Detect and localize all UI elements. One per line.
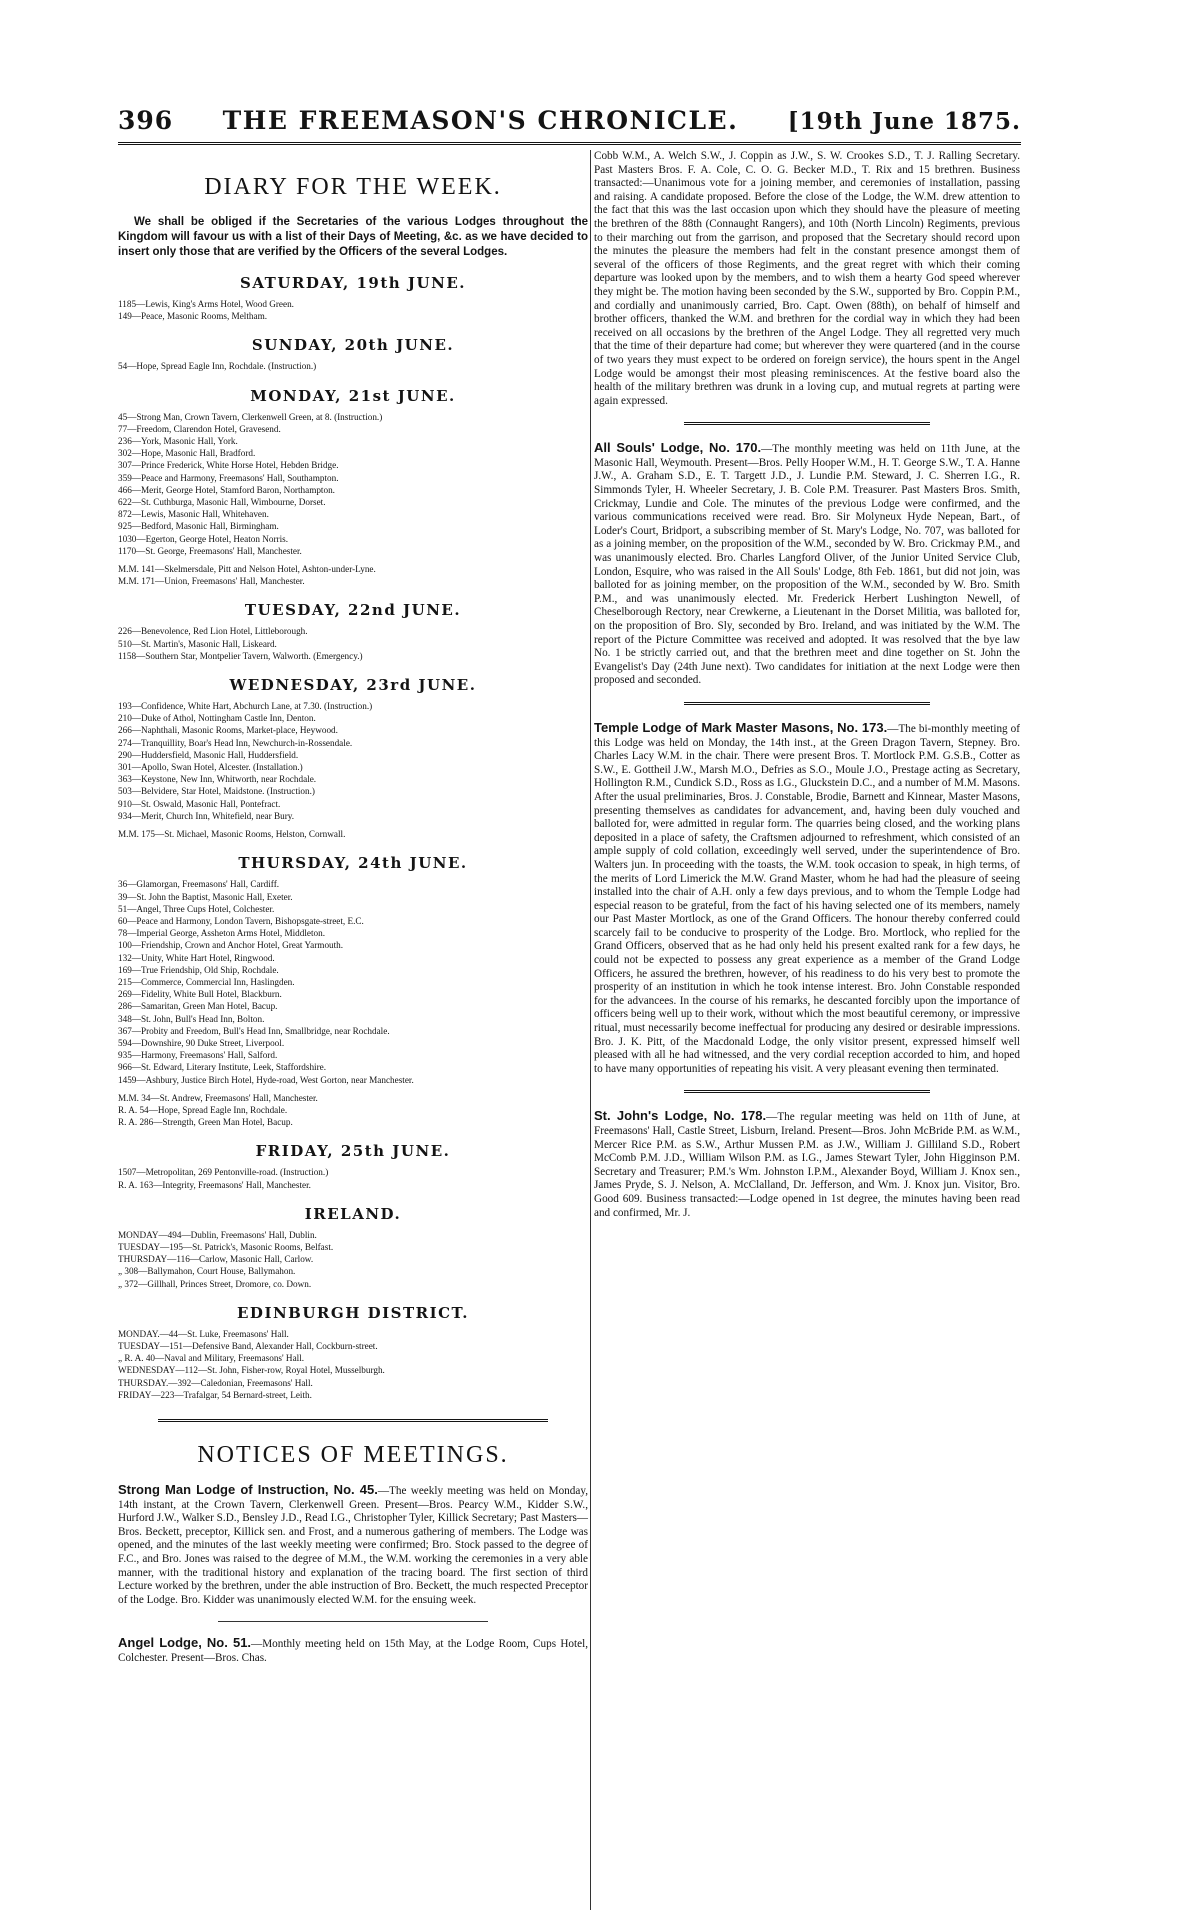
lodge-entry: 236—York, Masonic Hall, York. [118,436,238,447]
lodge-entry: 274—Tranquillity, Boar's Head Inn, Newchurch-in-Rossendale. [118,737,353,748]
day-heading: MONDAY, 21st JUNE. [250,386,456,405]
lodge-entry: 51—Angel, Three Cups Hotel, Colchester. [118,903,275,914]
lodge-entry: 966—St. Edward, Literary Institute, Leek, Staffordshire. [118,1062,327,1073]
lodge-entry: 622—St. Cuthburga, Masonic Hall, Wimbourne, Dorset. [118,497,326,508]
lodge-entry: 466—Merit, George Hotel, Stamford Baron, Northampton. [118,484,335,495]
left-column [118,150,588,1666]
lodge-entry: 226—Benevolence, Red Lion Hotel, Littleborough. [118,626,308,637]
publication-title: THE FREEMASON'S CHRONICLE. [222,106,739,135]
article-separator [684,422,930,427]
article-strong-man-lodge [118,1483,588,1607]
lodge-entry: M.M. 175—St. Michael, Masonic Rooms, Helston, Cornwall. [118,829,346,840]
lodge-entry: 359—Peace and Harmony, Freemasons' Hall, Southampton. [118,472,339,483]
lodge-entry: 77—Freedom, Clarendon Hotel, Gravesend. [118,423,281,434]
article-angel-lodge [118,1636,588,1665]
lodge-entry: MONDAY.—44—St. Luke, Freemasons' Hall. [118,1328,289,1339]
issue-date: [19th June 1875. [787,108,1021,135]
day-heading: THURSDAY, 24th JUNE. [238,854,468,873]
lodge-entry: 269—Fidelity, White Bull Hotel, Blackburn. [118,989,282,1000]
page-number: 396 [118,106,174,135]
lodge-entry: 169—True Friendship, Old Ship, Rochdale. [118,964,279,975]
lodge-entry: WEDNESDAY—112—St. John, Fisher-row, Royal Hotel, Musselburgh. [118,1365,385,1376]
day-heading: EDINBURGH DISTRICT. [237,1303,469,1322]
lodge-entry: 60—Peace and Harmony, London Tavern, Bishopsgate-street, E.C. [118,915,364,926]
lodge-entry: 301—Apollo, Swan Hotel, Alcester. (Installation.) [118,762,303,773]
lodge-entry: 1158—Southern Star, Montpelier Tavern, Walworth. (Emergency.) [118,650,363,661]
article-lead: All Souls' Lodge, No. 170. [594,440,762,456]
article-body: —Monthly meeting held on 15th May, at the Lodge Room, Cups Hotel, Colchester. Present—Bros. Chas. [118,1638,588,1664]
lodge-entry: R. A. 54—Hope, Spread Eagle Inn, Rochdale. [118,1104,288,1115]
day-heading: SATURDAY, 19th JUNE. [240,274,466,292]
lodge-entry: R. A. 286—Strength, Green Man Hotel, Bacup. [118,1117,293,1128]
lodge-entry: 935—Harmony, Freemasons' Hall, Salford. [118,1050,278,1061]
lodge-entry: 307—Prince Frederick, White Horse Hotel, Hebden Bridge. [118,460,339,471]
lodge-entry: 149—Peace, Masonic Rooms, Meltham. [118,311,268,322]
day-heading: IRELAND. [304,1204,402,1223]
article-lead: Angel Lodge, No. 51. [118,1635,252,1651]
diary-days [118,274,588,1401]
lodge-entry: 1170—St. George, Freemasons' Hall, Manchester. [118,545,302,556]
lodge-entry: 872—Lewis, Masonic Hall, Whitehaven. [118,509,269,520]
diary-title: DIARY FOR THE WEEK. [204,174,502,200]
day-heading: WEDNESDAY, 23rd JUNE. [229,676,477,695]
lodge-entry: M.M. 34—St. Andrew, Freemasons' Hall, Manchester. [118,1092,318,1103]
article-separator [684,1090,930,1095]
article-lead: Strong Man Lodge of Instruction, No. 45. [118,1482,378,1497]
lodge-entry: 45—Strong Man, Crown Tavern, Clerkenwell Green, at 8. (Instruction.) [118,411,383,422]
article-lead: Temple Lodge of Mark Master Masons, No. 173. [594,719,888,735]
lodge-entry: 36—Glamorgan, Freemasons' Hall, Cardiff. [118,879,280,890]
lodge-entry: 367—Probity and Freedom, Bull's Head Inn, Smallbridge, near Rochdale. [118,1025,390,1036]
lodge-entry: 1185—Lewis, King's Arms Hotel, Wood Green. [118,299,294,309]
article-all-souls-lodge [594,441,1020,688]
header-rule [118,142,1021,147]
lodge-entry: 266—Naphthali, Masonic Rooms, Market-place, Heywood. [118,725,338,736]
lodge-entry: 132—Unity, White Hart Hotel, Ringwood. [118,952,275,963]
lodge-entry: THURSDAY.—392—Caledonian, Freemasons' Hall. [118,1377,313,1388]
lodge-entry: 290—Huddersfield, Masonic Hall, Huddersfield. [118,749,299,760]
lodge-entry: 286—Samaritan, Green Man Hotel, Bacup. [118,1001,278,1012]
lodge-entry: M.M. 141—Skelmersdale, Pitt and Nelson Hotel, Ashton-under-Lyne. [118,564,376,575]
lodge-entry: 503—Belvidere, Star Hotel, Maidstone. (Instruction.) [118,786,315,797]
article-st-johns-lodge [594,1109,1020,1220]
article-body: —The weekly meeting was held on Monday, 14th instant, at the Crown Tavern, Clerkenwell Green. Present—Bros. Pearcy W.M., Kidder S.W., Hurford J.W., Walker S.D., Bensley J.D., Read I.G., Christopher Tyler, Killick Secretary; Past Masters—Bros. Beckett, preceptor, Killick sen. and Frost, and a numerous gathering of members. The Lodge was opened, and the minutes of the last weekly meeting were confirmed; Bro. Stock passed to the degree of F.C., and Bro. Jones was raised to the degree of M.M., the W.M. working the ceremonies in a very able manner, with the traditional history and explanation of the tracing board. The first section of third Lecture worked by the brethren, under the able instruction of Bro. Beckett, the much respected Preceptor of the Lodge. Bro. Kidder was unanimously elected W.M. for the ensuing week. [118,1485,588,1606]
column-divider [590,150,591,1910]
article-body: —The monthly meeting was held on 11th June, at the Masonic Hall, Weymouth. Present—Bros. Pelly Hooper W.M., H. T. George S.W., T. A. Hanne J.W., A. Graham S.D., E. T. Targett J.D., J. Lundie P.M. Steward, J. C. Sherren I.G., R. Simmonds Tyler, H. Wheeler Secretary, J. B. Cole P.M. Treasurer. Past Masters Bros. Smith, Crickmay, Lundie and Cole. The minutes of the previous Lodge were confirmed, and the various communications received were read. Bro. Sir Molyneux Hyde Nepean, Bart., of Loder's Court, Bridport, a subscribing member of St. Mary's Lodge, No. 707, was balloted for as a joining member, on the proposition of the W.M., seconded by W. Bro. Crickmay P.M., and was unanimously elected. Bro. Charles Langford Oliver, of the Junior United Service Club, London, Esquire, who was raised in the All Souls' Lodge, 8th Feb. 1861, but did not join, was balloted for as joining member, on the proposition of the W.M., seconded by W. Bro. Smith P.M., and was unanimously elected. Mr. Frederick Herbert Lushington Newell, of Cheselborough Rectory, near Crewkerne, a Lieutenant in the Dorset Militia, was balloted for, on the proposition of Bro. Sly, seconded by Bro. Ireland, and was initiated by the W.M. The report of the Picture Committee was received and adopted. It was resolved that the bye law No. 1 be strictly carried out, and that the brethren meet and dine together on St. John the Evangelist's Day (24th June next). Two candidates for initiation at the next Lodge were then proposed and seconded. [594,443,1020,687]
article-temple-lodge [594,721,1020,1076]
notices-title: NOTICES OF MEETINGS. [197,1442,509,1468]
article-body: —The regular meeting was held on 11th of June, at Freemasons' Hall, Castle Street, Lisburn, Ireland. Present—Bros. John McBride P.M. as W.M., Mercer Rice P.M. as S.W., Arthur Mussen P.M. as J.W., William J. Gilliland S.D., Robert McComb P.M. J.D., William Wilson P.M. as I.G., James Stewart Tyler, John Higginson P.M. Secretary and Treasurer; P.M.'s Wm. Johnston I.P.M., Alexander Boyd, William J. Knox sen., James Pryde, S. J. Nelson, A. McClalland, Dr. Jefferson, and Wm. J. Knox jun. Visitor, Bro. Good 609. Business transacted:—Lodge opened in 1st degree, the minutes having been read and confirmed, Mr. J. [594,1111,1020,1219]
angel-lodge-continuation: Cobb W.M., A. Welch S.W., J. Coppin as J.W., S. W. Crookes S.D., T. J. Ralling Secretary. Past Masters Bros. F. A. Cole, C. O. G. Becker M.D., T. Rix and 15 brethren. Business transacted:—Unanimous vote for a joining member, and ceremonies of installation, passing and raising. A candidate proposed. Before the close of the Lodge, the W.M. drew attention to the fact that this was the last occasion upon which they should have the pleasure of meeting the brethren of the 88th (Connaught Rangers), and 10th (North Lincoln) Regiments, previous to their marching out from the garrison, and proposed that the Secretary should record upon the minutes the pleasure the members had felt in the constant presence amongst them of several of the officers of those Regiments, and the great regret with which their coming departure was looked upon by the members, and to wish them a hearty God speed wherever they might be. The motion having been seconded by the S.W., supported by Bro. Coppin P.M., and cordially and unanimously carried, Bro. Capt. Owen (88th), on behalf of himself and brother officers, thanked the W.M. and brethren for the cordial way in which they had been received on all occasions by the brethren of the Angel Lodge. They all regretted very much that the time of their departure had come; but wherever they were quartered (and in the course of two years they must expect to be ordered on foreign service), the hours spent in the Angel Lodge would be amongst their most pleasing reminiscences. At the festive board also the health of the military brethren was drunk in a loving cup, and mutual regrets at parting were again expressed. [594,150,1020,407]
right-column [594,150,1020,1220]
lodge-entry: 925—Bedford, Masonic Hall, Birmingham. [118,521,279,532]
notices-rule [158,1419,548,1424]
lodge-entry: 910—St. Oswald, Masonic Hall, Pontefract. [118,798,281,809]
lodge-entry: 510—St. Martin's, Masonic Hall, Liskeard. [118,638,277,649]
lodge-entry: R. A. 163—Integrity, Freemasons' Hall, Manchester. [118,1179,311,1190]
lodge-entry: 594—Downshire, 90 Duke Street, Liverpool. [118,1037,285,1048]
lodge-entry: 215—Commerce, Commercial Inn, Haslingden. [118,976,295,987]
lodge-entry: 100—Friendship, Crown and Anchor Hotel, Great Yarmouth. [118,940,344,951]
diary-intro: We shall be obliged if the Secretaries of the various Lodges throughout the Kingdom will favour us with a list of their Days of Meeting, &c. as we have decided to insert only those that are verified by the Officers of the several Lodges. [118,216,588,258]
lodge-entry: 78—Imperial George, Assheton Arms Hotel, Middleton. [118,928,326,939]
lodge-entry: 210—Duke of Athol, Nottingham Castle Inn, Denton. [118,713,316,724]
lodge-entry: 39—St. John the Baptist, Masonic Hall, Exeter. [118,891,293,902]
lodge-entry: 1459—Ashbury, Justice Birch Hotel, Hyde-road, West Gorton, near Manchester. [118,1074,414,1085]
day-heading: TUESDAY, 22nd JUNE. [244,601,462,620]
lodge-entry: TUESDAY—195—St. Patrick's, Masonic Rooms, Belfast. [118,1241,334,1252]
lodge-entry: „ R. A. 40—Naval and Military, Freemasons' Hall. [118,1353,305,1364]
lodge-entry: 363—Keystone, New Inn, Whitworth, near Rochdale. [118,774,317,785]
day-heading: SUNDAY, 20th JUNE. [251,336,455,355]
lodge-entry: 1507—Metropolitan, 269 Pentonville-road. (Instruction.) [118,1167,329,1178]
lodge-entry: THURSDAY—116—Carlow, Masonic Hall, Carlow. [118,1254,314,1265]
lodge-entry: 193—Confidence, White Hart, Abchurch Lane, at 7.30. (Instruction.) [118,701,373,712]
article-separator [684,702,930,707]
article-separator [218,1621,488,1622]
lodge-entry: M.M. 171—Union, Freemasons' Hall, Manchester. [118,576,305,587]
lodge-entry: 1030—Egerton, George Hotel, Heaton Norris. [118,533,289,544]
lodge-entry: 54—Hope, Spread Eagle Inn, Rochdale. (Instruction.) [118,361,317,372]
article-body: —The bi-monthly meeting of this Lodge was held on Monday, the 14th inst., at the Green Dragon Tavern, Stepney. Bro. Charles Lacy W.M. in the chair. There were present Bros. T. Mortlock P.M. G.S.B., Cotter as S.W., E. Gottheil J.W., Marsh M.O., Defries as S.O., Moule J.O., Prestage acting as Secretary, Hollington R.M., Cundick S.D., Ross as I.G., Gluckstein D.C., and a number of M.M. Masons. After the usual preliminaries, Bros. J. Constable, Brodie, Barnett and Kinnear, Master Masons, presenting themselves as candidates for advancement, and, having been duly vouched and balloted for, were admitted in regular form. The quarries being closed, and the working plans deposited in a place of safety, the Craftsmen adjourned to refreshment, which consisted of an ample supply of cold collation, exceedingly well served, under the superintendence of Bro. Walters jun. In proceeding with the toasts, the W.M. took occasion to speak, in high terms, of the merits of Lord Limerick the M.W. Grand Master, whom he had had the pleasure of seeing installed into the chair of A.H. only a few days previous, and to whom the Temple Lodge had especial reason to be grateful, from the fact of his having selected one of its members, namely our Past Master Mortlock, as one of the Grand Officers. The honour thereby conferred could scarcely fail to be conducive to prosperity of the Lodge. Bro. Mortlock, who replied for the Grand Officers, observed that as he had only held his present exalted rank for a few days, he could not be expected to possess any great experience as a member of the Grand Lodge Officers, he assured the brethren, however, of his readiness to do his very best to promote the prosperity of an institution in which he took intense interest. Bro. John Constable responded for the advancees. In the course of his remarks, he descanted forcibly upon the importance of officers being well up to their work, without which the most beautiful ceremony, or impressive ritual, must necessarily become ineffectual for producing any desired or desirable impressions. Bro. J. K. Pitt, of the Macdonald Lodge, the only visitor present, expressed himself well pleased with all he had witnessed, and the very cordial reception accorded to him, and hoped to have many opportunities of repeating his visit. A very pleasant evening then terminated. [594,722,1020,1075]
lodge-entry: „ 372—Gillhall, Princes Street, Dromore, co. Down. [118,1278,312,1289]
lodge-entry: 348—St. John, Bull's Head Inn, Bolton. [118,1013,265,1024]
lodge-entry: TUESDAY—151—Defensive Band, Alexander Hall, Cockburn-street. [118,1340,378,1351]
article-lead: St. John's Lodge, No. 178. [594,1108,767,1124]
lodge-entry: 934—Merit, Church Inn, Whitefield, near Bury. [118,810,295,821]
lodge-entry: MONDAY—494—Dublin, Freemasons' Hall, Dublin. [118,1229,317,1240]
lodge-entry: 302—Hope, Masonic Hall, Bradford. [118,448,256,459]
lodge-entry: FRIDAY—223—Trafalgar, 54 Bernard-street, Leith. [118,1389,312,1400]
lodge-entry: „ 308—Ballymahon, Court House, Ballymahon. [118,1266,296,1277]
page-header [118,106,1021,135]
day-heading: FRIDAY, 25th JUNE. [255,1142,451,1161]
